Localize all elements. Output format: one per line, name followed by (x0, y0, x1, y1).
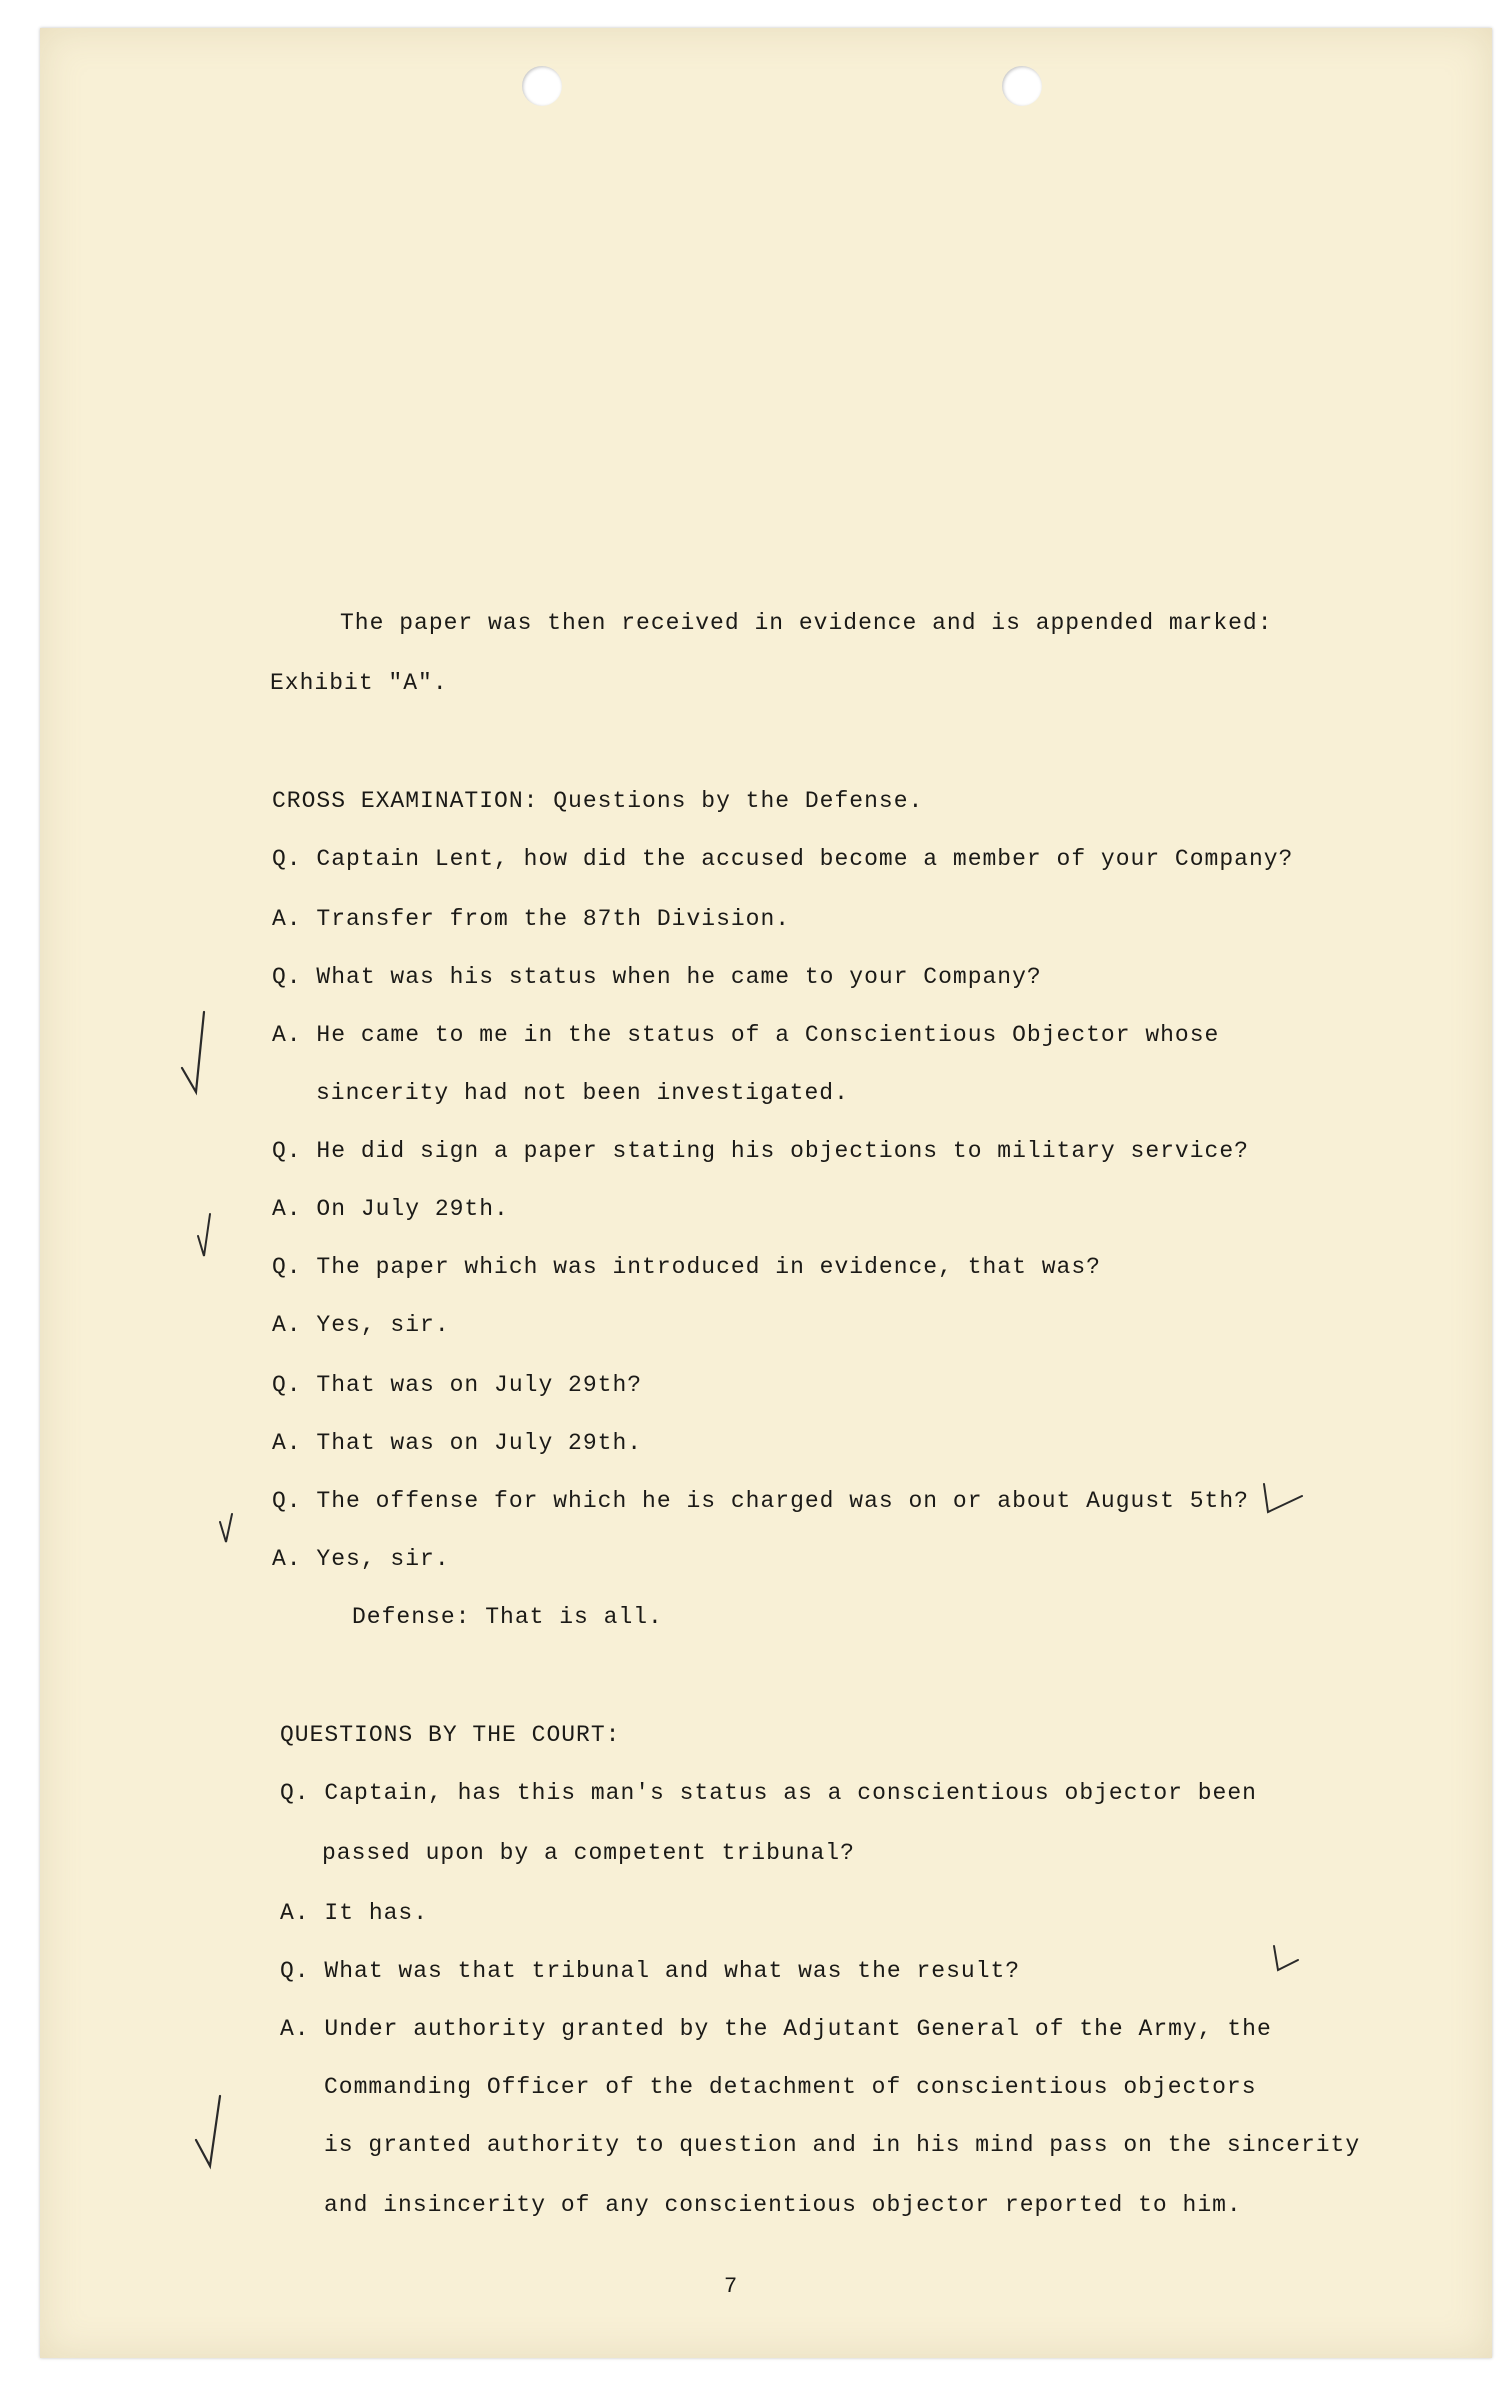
opening-continuation: Exhibit "A". (270, 670, 448, 696)
check-mark-icon (214, 1508, 244, 1558)
cross-exam-line: Q. What was his status when he came to your Company? (272, 964, 1042, 990)
cross-exam-closing: Defense: That is all. (352, 1604, 663, 1630)
court-question-line: is granted authority to question and in his mind pass on the sincerity (324, 2132, 1361, 2158)
page-number: 7 (724, 2274, 738, 2299)
court-question-line: Q. Captain, has this man's status as a conscientious objector been (280, 1780, 1257, 1806)
court-question-line: A. Under authority granted by the Adjutant General of the Army, the (280, 2016, 1272, 2042)
opening-sentence: The paper was then received in evidence and is appended marked: (340, 610, 1273, 636)
court-question-line: and insincerity of any conscientious objector reported to him. (324, 2192, 1242, 2218)
document-page (40, 28, 1492, 2358)
court-question-line: Commanding Officer of the detachment of conscientious objectors (324, 2074, 1257, 2100)
check-mark-icon (178, 1004, 218, 1104)
cross-exam-line: Q. He did sign a paper stating his objections to military service? (272, 1138, 1249, 1164)
punch-hole-right (1002, 66, 1042, 106)
cross-exam-line: Q. The paper which was introduced in evidence, that was? (272, 1254, 1101, 1280)
cross-exam-line: A. Yes, sir. (272, 1312, 450, 1338)
check-mark-icon (194, 1206, 224, 1266)
cross-exam-line: sincerity had not been investigated. (316, 1080, 849, 1106)
cross-exam-line: A. On July 29th. (272, 1196, 509, 1222)
cross-exam-line: Q. Captain Lent, how did the accused become a member of your Company? (272, 846, 1294, 872)
court-question-line: A. It has. (280, 1900, 429, 1926)
check-mark-icon (1268, 1940, 1308, 1980)
cross-exam-line: A. Transfer from the 87th Division. (272, 906, 791, 932)
court-question-line: Q. What was that tribunal and what was the result? (280, 1958, 1021, 1984)
check-mark-icon (190, 2090, 240, 2190)
cross-exam-line: A. He came to me in the status of a Conscientious Objector whose (272, 1022, 1220, 1048)
punch-hole-left (522, 66, 562, 106)
cross-exam-line: Q. That was on July 29th? (272, 1372, 643, 1398)
cross-exam-line: A. That was on July 29th. (272, 1430, 643, 1456)
court-question-line: passed upon by a competent tribunal? (322, 1840, 855, 1866)
check-mark-icon (1258, 1476, 1308, 1526)
court-questions-heading: QUESTIONS BY THE COURT: (280, 1722, 621, 1748)
cross-exam-line: Q. The offense for which he is charged was on or about August 5th? (272, 1488, 1249, 1514)
cross-exam-heading: CROSS EXAMINATION: Questions by the Defense. (272, 788, 924, 814)
cross-exam-line: A. Yes, sir. (272, 1546, 450, 1572)
